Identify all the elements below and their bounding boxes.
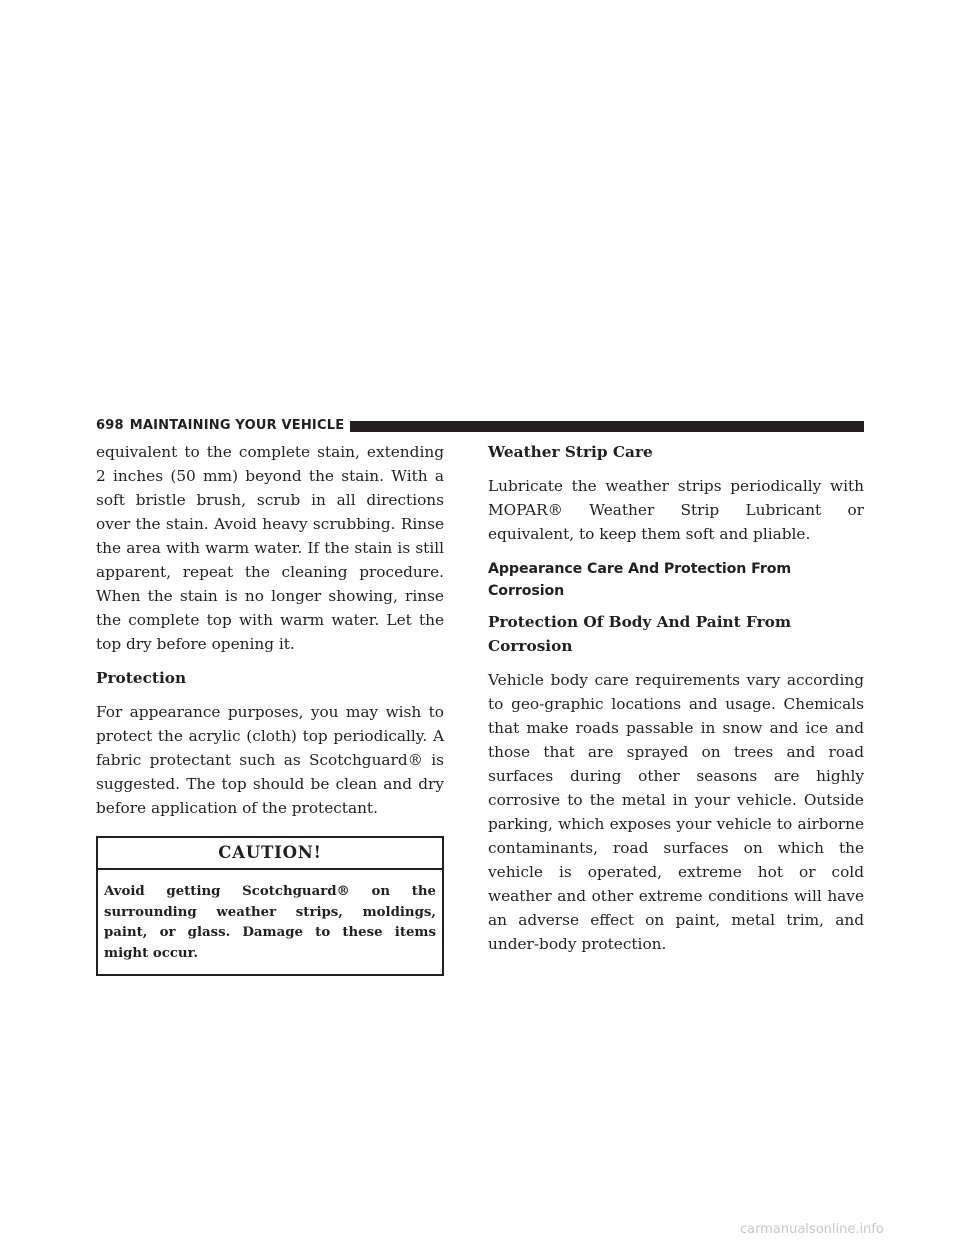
- header-label: [96, 418, 344, 434]
- page-number: 698: [96, 418, 124, 433]
- protection-heading: Protection: [96, 669, 187, 687]
- stain-cleaning-paragraph: equivalent to the complete stain, extending 2 inches (50 mm) beyond the stain. With a soft bristle brush, scrub in all directions over the stain. Avoid heavy scrubbing. Rinse the area with warm water. If the stain is still apparent, repeat the cleaning procedure. When the stain is no longer showing, rinse the complete top with warm water. Let the top dry before opening it.: [96, 443, 444, 653]
- weather-strip-paragraph: Lubricate the weather strips periodically with MOPAR® Weather Strip Lubricant or equivalent, to keep them soft and pliable.: [488, 477, 864, 543]
- left-column: [96, 440, 444, 976]
- corrosion-paragraph: Vehicle body care requirements vary according to geo-graphic locations and usage. Chemicals that make roads passable in snow and ice and those that are sprayed on trees and road surfaces during other seasons are highly corrosive to the metal in your vehicle. Outside parking, which exposes your vehicle to airborne contaminants, road surfaces on which the vehicle is operated, extreme hot or cold weather and other extreme conditions will have an adverse effect on paint, metal trim, and under-body protection.: [488, 671, 864, 953]
- caution-box: [96, 836, 444, 976]
- page-header: [96, 418, 864, 434]
- weather-strip-heading: Weather Strip Care: [488, 443, 653, 461]
- caution-text: Avoid getting Scotchguard® on the surrounding weather strips, moldings, paint, or glass. Damage to these items might occur.: [104, 884, 436, 961]
- right-column: [488, 440, 864, 966]
- caution-title: CAUTION!: [98, 838, 442, 870]
- header-rule: [350, 421, 864, 432]
- protection-paragraph: For appearance purposes, you may wish to protect the acrylic (cloth) top periodically. A fabric protectant such as Scotchguard® is suggested. The top should be clean and dry before application of the protectant.: [96, 703, 444, 817]
- site-watermark: carmanualsonline.info: [740, 1222, 884, 1237]
- body-paint-subheading: Protection Of Body And Paint From Corrosion: [488, 613, 792, 655]
- corrosion-section-heading: Appearance Care And Protection From Corrosion: [488, 561, 792, 599]
- section-title: MAINTAINING YOUR VEHICLE: [129, 418, 345, 433]
